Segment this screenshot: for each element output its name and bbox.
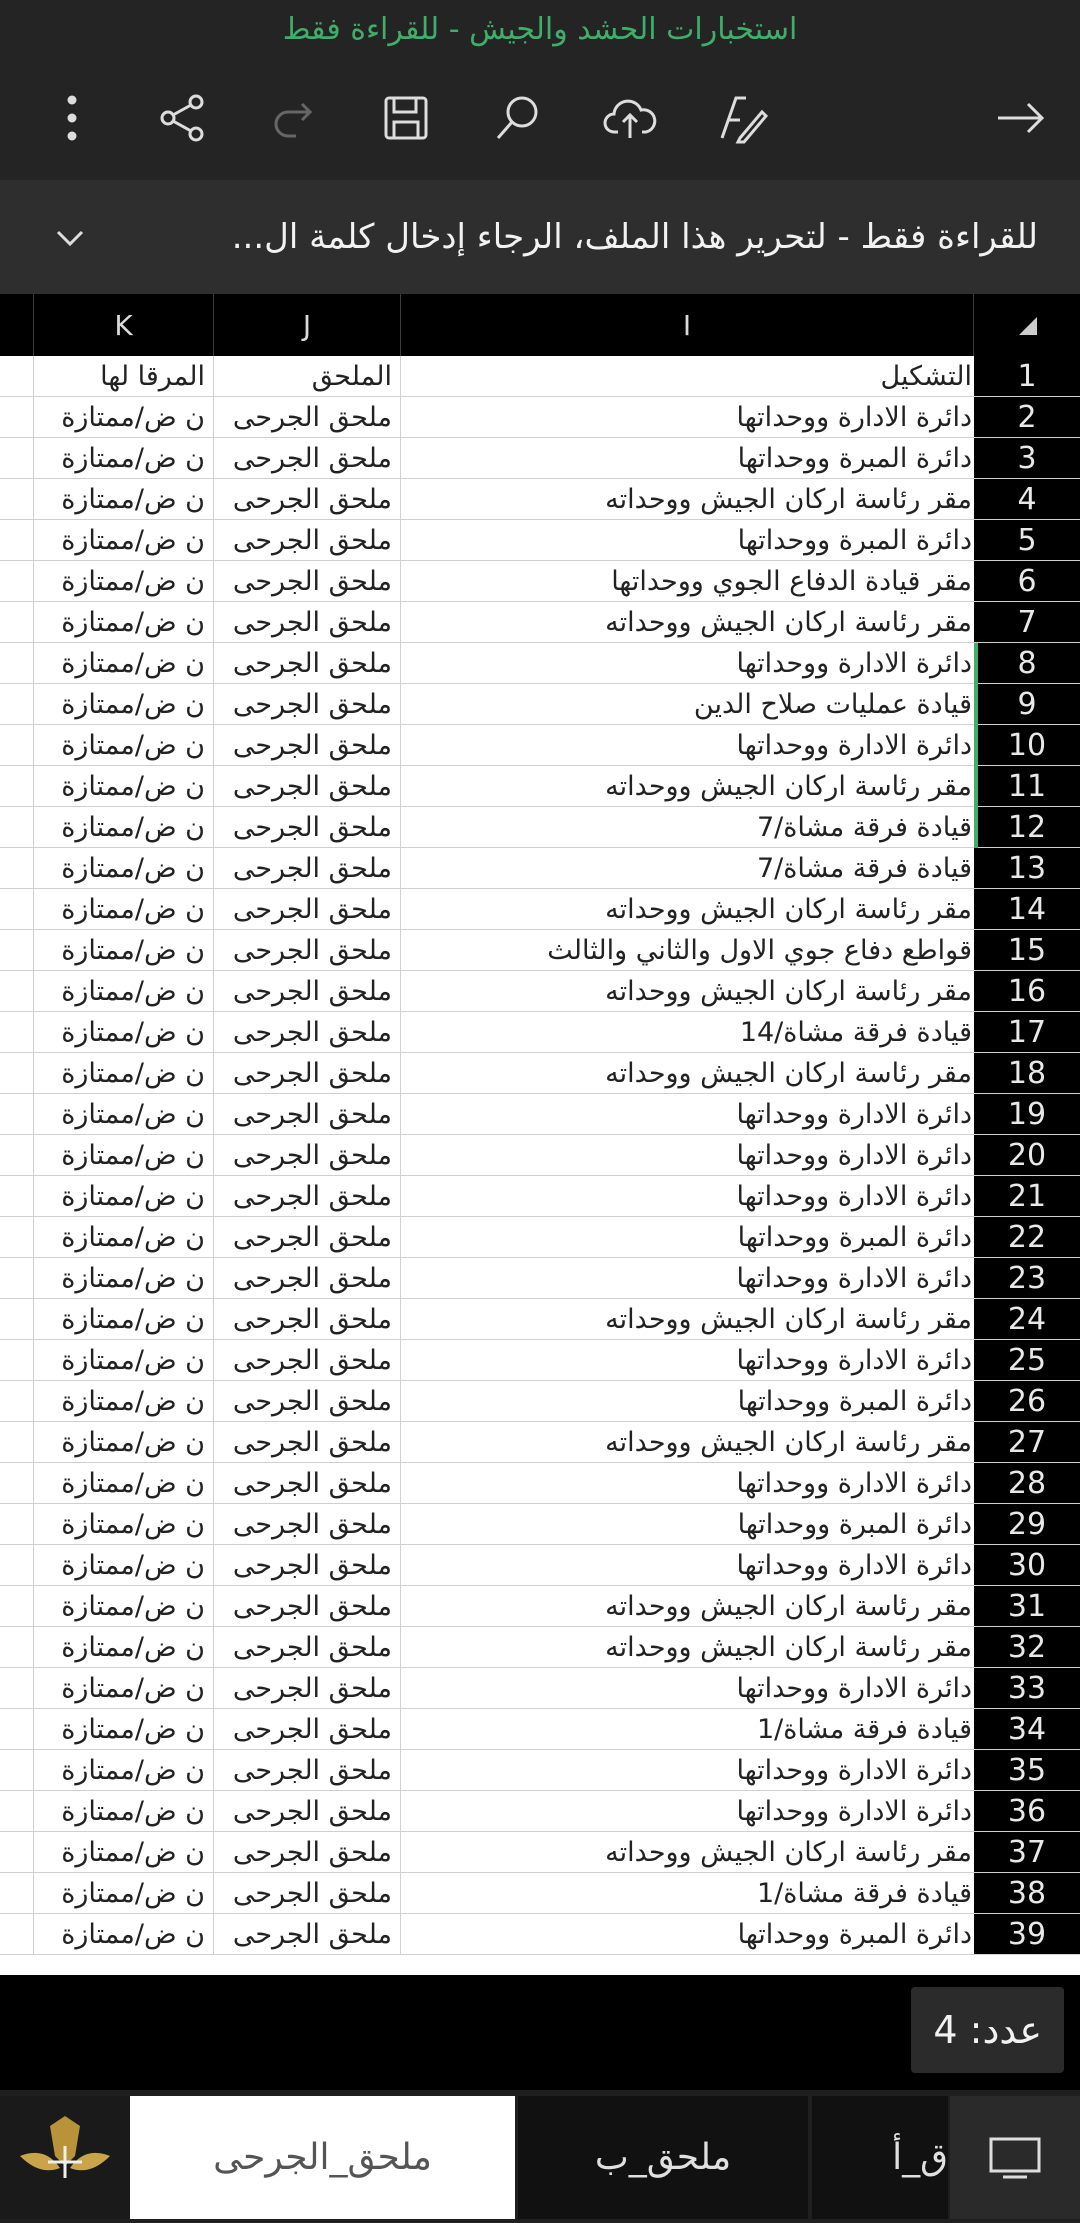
cell-k[interactable]: ن ض/ممتازة bbox=[34, 848, 214, 888]
row-number[interactable]: 21 bbox=[974, 1176, 1080, 1216]
share-icon[interactable] bbox=[146, 82, 218, 154]
cell-i[interactable]: دائرة الادارة ووحداتها bbox=[736, 1262, 972, 1294]
cell-edge[interactable] bbox=[0, 1709, 34, 1749]
table-row[interactable] bbox=[0, 766, 1080, 807]
row-number[interactable]: 34 bbox=[974, 1709, 1080, 1749]
row-number[interactable]: 1 bbox=[974, 356, 1080, 396]
cell-i[interactable]: قيادة فرقة مشاة/7 bbox=[756, 811, 972, 843]
row-number[interactable]: 33 bbox=[974, 1668, 1080, 1708]
cell-edge[interactable] bbox=[0, 1422, 34, 1462]
select-all-corner[interactable] bbox=[974, 294, 1080, 356]
table-row[interactable] bbox=[0, 1340, 1080, 1381]
cell-k[interactable]: ن ض/ممتازة bbox=[34, 1873, 214, 1913]
table-row[interactable] bbox=[0, 1873, 1080, 1914]
row-number[interactable]: 36 bbox=[974, 1791, 1080, 1831]
selection-indicator bbox=[974, 643, 978, 848]
cell-k[interactable]: ن ض/ممتازة bbox=[34, 971, 214, 1011]
cell-edge[interactable] bbox=[0, 1545, 34, 1585]
cell-i[interactable]: مقر رئاسة اركان الجيش ووحداته bbox=[605, 1590, 972, 1622]
cell-i[interactable]: دائرة المبرة ووحداتها bbox=[737, 1508, 972, 1540]
cell-edge[interactable] bbox=[0, 1340, 34, 1380]
cell-i[interactable]: مقر قيادة الدفاع الجوي ووحداتها bbox=[611, 565, 972, 597]
row-number[interactable]: 6 bbox=[974, 561, 1080, 601]
cell-k[interactable]: ن ض/ممتازة bbox=[34, 930, 214, 970]
cell-j[interactable]: ملحق الجرحى bbox=[214, 1012, 401, 1052]
cell-i[interactable]: دائرة الادارة ووحداتها bbox=[736, 647, 972, 679]
cell-edge[interactable] bbox=[0, 479, 34, 519]
table-row[interactable] bbox=[0, 520, 1080, 561]
cell-k[interactable]: ن ض/ممتازة bbox=[34, 1258, 214, 1298]
cell-k[interactable]: ن ض/ممتازة bbox=[34, 684, 214, 724]
cell-edge[interactable] bbox=[0, 1873, 34, 1913]
table-row[interactable] bbox=[0, 1217, 1080, 1258]
table-row[interactable] bbox=[0, 1504, 1080, 1545]
column-header-k[interactable]: K bbox=[34, 294, 214, 356]
window-title: استخبارات الحشد والجيش - للقراءة فقط bbox=[0, 0, 1080, 58]
row-number[interactable]: 26 bbox=[974, 1381, 1080, 1421]
cell-edge[interactable] bbox=[0, 1504, 34, 1544]
search-icon[interactable] bbox=[482, 82, 554, 154]
cell-j[interactable]: ملحق الجرحى bbox=[214, 602, 401, 642]
read-only-banner[interactable] bbox=[0, 180, 1080, 294]
row-number[interactable]: 7 bbox=[974, 602, 1080, 642]
row-number[interactable]: 12 bbox=[974, 807, 1080, 847]
table-row[interactable] bbox=[0, 356, 1080, 397]
cell-k[interactable]: ن ض/ممتازة bbox=[34, 1217, 214, 1257]
row-number[interactable]: 30 bbox=[974, 1545, 1080, 1585]
table-row[interactable] bbox=[0, 1053, 1080, 1094]
cell-i[interactable]: مقر رئاسة اركان الجيش ووحداته bbox=[605, 1426, 972, 1458]
cell-j[interactable]: ملحق الجرحى bbox=[214, 1832, 401, 1872]
column-header-row bbox=[0, 294, 1080, 356]
row-number[interactable]: 15 bbox=[974, 930, 1080, 970]
cell-edge[interactable] bbox=[0, 725, 34, 765]
row-number[interactable]: 18 bbox=[974, 1053, 1080, 1093]
cell-i[interactable]: مقر رئاسة اركان الجيش ووحداته bbox=[605, 1631, 972, 1663]
row-number[interactable]: 27 bbox=[974, 1422, 1080, 1462]
cell-j[interactable]: ملحق الجرحى bbox=[214, 561, 401, 601]
cell-i[interactable]: دائرة الادارة ووحداتها bbox=[736, 1344, 972, 1376]
cell-k[interactable]: ن ض/ممتازة bbox=[34, 1914, 214, 1954]
cell-i[interactable]: مقر رئاسة اركان الجيش ووحداته bbox=[605, 606, 972, 638]
cell-j[interactable]: ملحق الجرحى bbox=[214, 1586, 401, 1626]
cell-j[interactable]: ملحق الجرحى bbox=[214, 397, 401, 437]
cell-k[interactable]: ن ض/ممتازة bbox=[34, 1381, 214, 1421]
cell-i[interactable]: دائرة الادارة ووحداتها bbox=[736, 1549, 972, 1581]
cell-j[interactable]: ملحق الجرحى bbox=[214, 1627, 401, 1667]
cell-j[interactable]: ملحق الجرحى bbox=[214, 807, 401, 847]
cell-edge[interactable] bbox=[0, 1750, 34, 1790]
row-number[interactable]: 31 bbox=[974, 1586, 1080, 1626]
table-row[interactable] bbox=[0, 1545, 1080, 1586]
row-number[interactable]: 32 bbox=[974, 1627, 1080, 1667]
cell-j[interactable]: ملحق الجرحى bbox=[214, 1258, 401, 1298]
cell-i[interactable]: مقر رئاسة اركان الجيش ووحداته bbox=[605, 770, 972, 802]
cell-edge[interactable] bbox=[0, 1012, 34, 1052]
row-number[interactable]: 17 bbox=[974, 1012, 1080, 1052]
table-row[interactable] bbox=[0, 602, 1080, 643]
cell-edge[interactable] bbox=[0, 889, 34, 929]
cell-k[interactable]: ن ض/ممتازة bbox=[34, 1832, 214, 1872]
cell-edge[interactable] bbox=[0, 1053, 34, 1093]
table-row[interactable] bbox=[0, 1586, 1080, 1627]
cell-edge[interactable] bbox=[0, 438, 34, 478]
cell-i[interactable]: مقر رئاسة اركان الجيش ووحداته bbox=[605, 1303, 972, 1335]
cell-edge[interactable] bbox=[0, 1627, 34, 1667]
cell-edge[interactable] bbox=[0, 1299, 34, 1339]
cell-j[interactable]: ملحق الجرحى bbox=[214, 1094, 401, 1134]
row-number[interactable]: 4 bbox=[974, 479, 1080, 519]
cell-j[interactable]: ملحق الجرحى bbox=[214, 1340, 401, 1380]
cell-i[interactable]: دائرة الادارة ووحداتها bbox=[736, 1139, 972, 1171]
cell-k[interactable]: ن ض/ممتازة bbox=[34, 1709, 214, 1749]
table-row[interactable] bbox=[0, 1012, 1080, 1053]
banner-text: للقراءة فقط - لتحرير هذا الملف، الرجاء إدخال كلمة ال... bbox=[231, 217, 1038, 257]
cell-k[interactable]: ن ض/ممتازة bbox=[34, 1504, 214, 1544]
forward-arrow-icon[interactable] bbox=[984, 82, 1056, 154]
cell-k[interactable]: ن ض/ممتازة bbox=[34, 1176, 214, 1216]
cell-k[interactable]: ن ض/ممتازة bbox=[34, 725, 214, 765]
cell-i[interactable]: مقر رئاسة اركان الجيش ووحداته bbox=[605, 1836, 972, 1868]
table-row[interactable] bbox=[0, 1381, 1080, 1422]
cell-edge[interactable] bbox=[0, 1381, 34, 1421]
row-number[interactable]: 5 bbox=[974, 520, 1080, 560]
row-number[interactable]: 14 bbox=[974, 889, 1080, 929]
corner-triangle-icon bbox=[1015, 313, 1039, 337]
cell-k[interactable]: ن ض/ممتازة bbox=[34, 1627, 214, 1667]
cell-i[interactable]: دائرة الادارة ووحداتها bbox=[736, 1098, 972, 1130]
table-row[interactable] bbox=[0, 438, 1080, 479]
table-row[interactable] bbox=[0, 1914, 1080, 1955]
cell-i[interactable]: قواطع دفاع جوي الاول والثاني والثالث bbox=[547, 934, 972, 966]
cell-k[interactable]: ن ض/ممتازة bbox=[34, 1053, 214, 1093]
cell-edge[interactable] bbox=[0, 1586, 34, 1626]
cell-k[interactable]: ن ض/ممتازة bbox=[34, 397, 214, 437]
sheet-tabs bbox=[0, 2090, 1080, 2219]
cell-j[interactable]: ملحق الجرحى bbox=[214, 1381, 401, 1421]
toolbar bbox=[0, 58, 1080, 180]
cell-k[interactable]: ن ض/ممتازة bbox=[34, 1668, 214, 1708]
cell-edge[interactable] bbox=[0, 1791, 34, 1831]
row-number[interactable]: 38 bbox=[974, 1873, 1080, 1913]
table-row[interactable] bbox=[0, 930, 1080, 971]
row-number[interactable]: 3 bbox=[974, 438, 1080, 478]
cell-k[interactable]: ن ض/ممتازة bbox=[34, 1791, 214, 1831]
cell-edge[interactable] bbox=[0, 1135, 34, 1175]
cell-edge[interactable] bbox=[0, 397, 34, 437]
cell-k[interactable]: ن ض/ممتازة bbox=[34, 807, 214, 847]
cell-k[interactable]: ن ض/ممتازة bbox=[34, 1299, 214, 1339]
cell-k[interactable]: ن ض/ممتازة bbox=[34, 1340, 214, 1380]
redo-icon[interactable] bbox=[258, 82, 330, 154]
cell-j[interactable]: ملحق الجرحى bbox=[214, 725, 401, 765]
cell-i[interactable]: دائرة المبرة ووحداتها bbox=[737, 1918, 972, 1950]
cell-i[interactable]: دائرة المبرة ووحداتها bbox=[737, 524, 972, 556]
cell-j[interactable]: ملحق الجرحى bbox=[214, 1545, 401, 1585]
cell-i[interactable]: مقر رئاسة اركان الجيش ووحداته bbox=[605, 1057, 972, 1089]
row-number[interactable]: 2 bbox=[974, 397, 1080, 437]
cell-k[interactable]: ن ض/ممتازة bbox=[34, 1422, 214, 1462]
cell-k[interactable]: ن ض/ممتازة bbox=[34, 643, 214, 683]
cell-i[interactable]: قيادة فرقة مشاة/14 bbox=[739, 1016, 972, 1048]
table-row[interactable] bbox=[0, 1299, 1080, 1340]
table-row[interactable] bbox=[0, 1832, 1080, 1873]
row-number[interactable]: 9 bbox=[974, 684, 1080, 724]
cell-j[interactable]: ملحق الجرحى bbox=[214, 438, 401, 478]
cell-edge[interactable] bbox=[0, 643, 34, 683]
cell-k[interactable]: ن ض/ممتازة bbox=[34, 1545, 214, 1585]
cell-i[interactable]: قيادة فرقة مشاة/1 bbox=[756, 1713, 972, 1745]
table-row[interactable] bbox=[0, 643, 1080, 684]
more-vert-icon[interactable] bbox=[36, 82, 108, 154]
cell-j[interactable]: ملحق الجرحى bbox=[214, 684, 401, 724]
tab-mulhaq-jarha[interactable]: ملحق_الجرحى bbox=[130, 2096, 515, 2219]
tab-mulhaq-a[interactable]: ق_أ bbox=[812, 2096, 948, 2219]
cell-edge[interactable] bbox=[0, 684, 34, 724]
cell-k[interactable]: ن ض/ممتازة bbox=[34, 766, 214, 806]
cell-i[interactable]: التشكيل bbox=[880, 360, 972, 392]
cell-i[interactable]: مقر رئاسة اركان الجيش ووحداته bbox=[605, 483, 972, 515]
row-number[interactable]: 28 bbox=[974, 1463, 1080, 1503]
column-header-j[interactable]: J bbox=[214, 294, 401, 356]
cell-j[interactable]: ملحق الجرحى bbox=[214, 971, 401, 1011]
table-row[interactable] bbox=[0, 889, 1080, 930]
cell-k[interactable]: ن ض/ممتازة bbox=[34, 602, 214, 642]
cell-i[interactable]: دائرة الادارة ووحداتها bbox=[736, 1672, 972, 1704]
cell-k[interactable]: المرقا لها bbox=[34, 356, 214, 396]
table-row[interactable] bbox=[0, 561, 1080, 602]
row-number[interactable]: 29 bbox=[974, 1504, 1080, 1544]
cell-j[interactable]: ملحق الجرحى bbox=[214, 1217, 401, 1257]
cell-edge[interactable] bbox=[0, 848, 34, 888]
cell-j[interactable]: ملحق الجرحى bbox=[214, 1463, 401, 1503]
cell-j[interactable]: ملحق الجرحى bbox=[214, 1709, 401, 1749]
cell-k[interactable]: ن ض/ممتازة bbox=[34, 479, 214, 519]
cell-i[interactable]: دائرة الادارة ووحداتها bbox=[736, 729, 972, 761]
cell-j[interactable]: ملحق الجرحى bbox=[214, 1668, 401, 1708]
row-number[interactable]: 19 bbox=[974, 1094, 1080, 1134]
watermark-logo bbox=[0, 2096, 130, 2219]
cell-edge[interactable] bbox=[0, 356, 34, 396]
cell-i[interactable]: دائرة الادارة ووحداتها bbox=[736, 1467, 972, 1499]
cell-edge[interactable] bbox=[0, 561, 34, 601]
save-icon[interactable] bbox=[370, 82, 442, 154]
cell-edge[interactable] bbox=[0, 1832, 34, 1872]
table-row[interactable] bbox=[0, 684, 1080, 725]
cell-i[interactable]: قيادة فرقة مشاة/7 bbox=[756, 852, 972, 884]
table-row[interactable] bbox=[0, 1094, 1080, 1135]
count-indicator[interactable]: عدد: 4 bbox=[911, 1987, 1064, 2073]
cell-j[interactable]: ملحق الجرحى bbox=[214, 930, 401, 970]
edit-pen-icon[interactable] bbox=[706, 82, 778, 154]
cell-edge[interactable] bbox=[0, 766, 34, 806]
cell-edge[interactable] bbox=[0, 602, 34, 642]
cell-i[interactable]: دائرة المبرة ووحداتها bbox=[737, 1385, 972, 1417]
column-header-i[interactable]: I bbox=[401, 294, 974, 356]
table-row[interactable] bbox=[0, 971, 1080, 1012]
cell-j[interactable]: ملحق الجرحى bbox=[214, 848, 401, 888]
sheet-overview-button[interactable] bbox=[950, 2096, 1080, 2219]
cell-k[interactable]: ن ض/ممتازة bbox=[34, 889, 214, 929]
cell-i[interactable]: دائرة الادارة ووحداتها bbox=[736, 1754, 972, 1786]
cell-j[interactable]: ملحق الجرحى bbox=[214, 1791, 401, 1831]
table-row[interactable] bbox=[0, 807, 1080, 848]
table-row[interactable] bbox=[0, 725, 1080, 766]
table-row[interactable] bbox=[0, 848, 1080, 889]
chevron-down-icon[interactable] bbox=[48, 216, 92, 260]
cell-k[interactable]: ن ض/ممتازة bbox=[34, 438, 214, 478]
cell-edge[interactable] bbox=[0, 1258, 34, 1298]
cell-i[interactable]: دائرة الادارة ووحداتها bbox=[736, 401, 972, 433]
cell-edge[interactable] bbox=[0, 930, 34, 970]
cell-j[interactable]: ملحق الجرحى bbox=[214, 1750, 401, 1790]
table-row[interactable] bbox=[0, 1176, 1080, 1217]
cell-k[interactable]: ن ض/ممتازة bbox=[34, 561, 214, 601]
table-row[interactable] bbox=[0, 1750, 1080, 1791]
table-row[interactable] bbox=[0, 1627, 1080, 1668]
cell-i[interactable]: قيادة عمليات صلاح الدين bbox=[693, 688, 972, 720]
cell-edge[interactable] bbox=[0, 1217, 34, 1257]
cell-k[interactable]: ن ض/ممتازة bbox=[34, 520, 214, 560]
cell-j[interactable]: ملحق الجرحى bbox=[214, 520, 401, 560]
cell-k[interactable]: ن ض/ممتازة bbox=[34, 1750, 214, 1790]
table-row[interactable] bbox=[0, 1135, 1080, 1176]
cell-j[interactable]: ملحق الجرحى bbox=[214, 1504, 401, 1544]
table-row[interactable] bbox=[0, 397, 1080, 438]
cell-j[interactable]: ملحق الجرحى bbox=[214, 1914, 401, 1954]
cell-edge[interactable] bbox=[0, 971, 34, 1011]
status-bar bbox=[0, 1975, 1080, 2090]
cell-j[interactable]: ملحق الجرحى bbox=[214, 1176, 401, 1216]
cell-edge[interactable] bbox=[0, 520, 34, 560]
cell-j[interactable]: ملحق الجرحى bbox=[214, 1299, 401, 1339]
row-number[interactable]: 23 bbox=[974, 1258, 1080, 1298]
row-number[interactable]: 10 bbox=[974, 725, 1080, 765]
table-row[interactable] bbox=[0, 479, 1080, 520]
cell-edge[interactable] bbox=[0, 807, 34, 847]
cell-k[interactable]: ن ض/ممتازة bbox=[34, 1463, 214, 1503]
cell-i[interactable]: دائرة الادارة ووحداتها bbox=[736, 1795, 972, 1827]
table-row[interactable] bbox=[0, 1791, 1080, 1832]
table-row[interactable] bbox=[0, 1668, 1080, 1709]
sheets-icon bbox=[987, 2135, 1043, 2181]
cell-j[interactable]: ملحق الجرحى bbox=[214, 1053, 401, 1093]
cell-j[interactable]: ملحق الجرحى bbox=[214, 1873, 401, 1913]
row-number[interactable]: 11 bbox=[974, 766, 1080, 806]
cell-k[interactable]: ن ض/ممتازة bbox=[34, 1012, 214, 1052]
cell-i[interactable]: دائرة المبرة ووحداتها bbox=[737, 1221, 972, 1253]
spreadsheet-grid[interactable] bbox=[0, 356, 1080, 1975]
cell-j[interactable]: ملحق الجرحى bbox=[214, 766, 401, 806]
cell-edge[interactable] bbox=[0, 1668, 34, 1708]
cell-i[interactable]: قيادة فرقة مشاة/1 bbox=[756, 1877, 972, 1909]
cell-j[interactable]: ملحق الجرحى bbox=[214, 1422, 401, 1462]
cell-i[interactable]: دائرة المبرة ووحداتها bbox=[737, 442, 972, 474]
cell-k[interactable]: ن ض/ممتازة bbox=[34, 1135, 214, 1175]
cell-j[interactable]: ملحق الجرحى bbox=[214, 1135, 401, 1175]
row-number[interactable]: 8 bbox=[974, 643, 1080, 683]
tab-mulhaq-b[interactable]: ملحق_ب bbox=[518, 2096, 808, 2219]
table-row[interactable] bbox=[0, 1258, 1080, 1299]
cell-edge[interactable] bbox=[0, 1914, 34, 1954]
cell-j[interactable]: ملحق الجرحى bbox=[214, 479, 401, 519]
row-number[interactable]: 37 bbox=[974, 1832, 1080, 1872]
row-number[interactable]: 24 bbox=[974, 1299, 1080, 1339]
table-row[interactable] bbox=[0, 1709, 1080, 1750]
cell-edge[interactable] bbox=[0, 1176, 34, 1216]
table-row[interactable] bbox=[0, 1463, 1080, 1504]
cell-k[interactable]: ن ض/ممتازة bbox=[34, 1094, 214, 1134]
column-header-edge[interactable] bbox=[0, 294, 34, 356]
row-number[interactable]: 25 bbox=[974, 1340, 1080, 1380]
cell-i[interactable]: دائرة الادارة ووحداتها bbox=[736, 1180, 972, 1212]
row-number[interactable]: 35 bbox=[974, 1750, 1080, 1790]
row-number[interactable]: 13 bbox=[974, 848, 1080, 888]
row-number[interactable]: 39 bbox=[974, 1914, 1080, 1954]
table-row[interactable] bbox=[0, 1422, 1080, 1463]
row-number[interactable]: 20 bbox=[974, 1135, 1080, 1175]
cell-j[interactable]: الملحق bbox=[214, 356, 401, 396]
cell-edge[interactable] bbox=[0, 1094, 34, 1134]
row-number[interactable]: 22 bbox=[974, 1217, 1080, 1257]
cell-i[interactable]: مقر رئاسة اركان الجيش ووحداته bbox=[605, 893, 972, 925]
cell-j[interactable]: ملحق الجرحى bbox=[214, 889, 401, 929]
cloud-upload-icon[interactable] bbox=[594, 82, 666, 154]
row-number[interactable]: 16 bbox=[974, 971, 1080, 1011]
cell-edge[interactable] bbox=[0, 1463, 34, 1503]
cell-k[interactable]: ن ض/ممتازة bbox=[34, 1586, 214, 1626]
cell-i[interactable]: مقر رئاسة اركان الجيش ووحداته bbox=[605, 975, 972, 1007]
cell-j[interactable]: ملحق الجرحى bbox=[214, 643, 401, 683]
